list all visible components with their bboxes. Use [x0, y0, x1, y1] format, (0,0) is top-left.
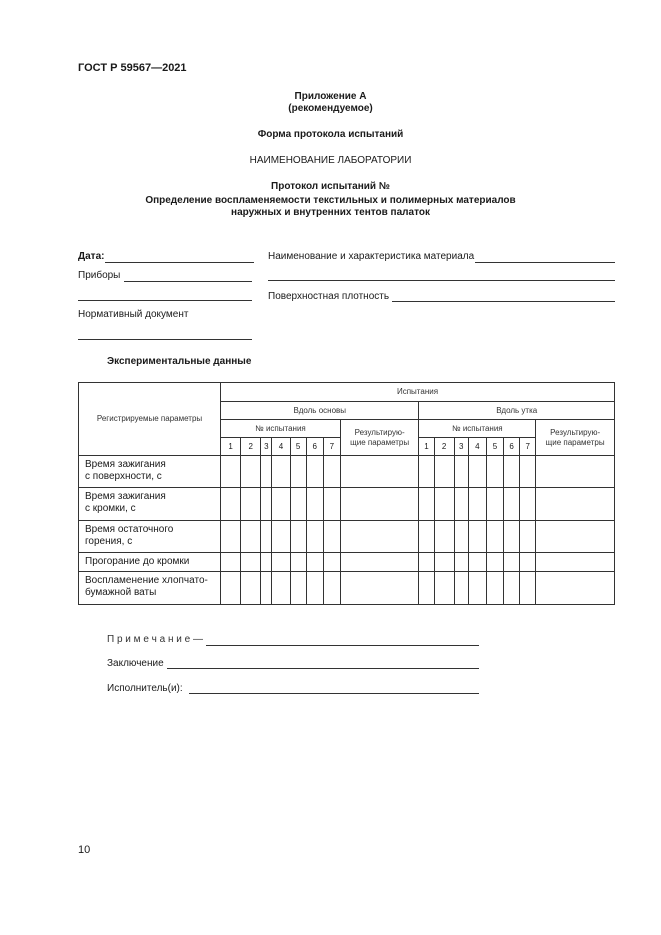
data-cell[interactable]	[323, 488, 340, 521]
table-row	[79, 553, 615, 572]
data-cell[interactable]	[272, 572, 290, 605]
material-field[interactable]	[475, 262, 615, 263]
weft-result-header	[536, 420, 615, 456]
data-cell[interactable]	[434, 456, 454, 488]
note-label: П р и м е ч а н и е —	[107, 634, 203, 645]
data-cell[interactable]	[520, 456, 536, 488]
row-label-line2: бумажной ваты	[85, 587, 157, 598]
warp-test-no-header: № испытания	[221, 420, 341, 438]
data-cell[interactable]	[419, 488, 434, 521]
data-cell[interactable]	[261, 488, 272, 521]
page-number: 10	[78, 844, 91, 856]
warp-header: Вдоль основы	[221, 402, 419, 420]
data-cell[interactable]	[261, 553, 272, 572]
weft-test-number: 1	[419, 438, 434, 456]
result-header-line2: щие параметры	[545, 437, 605, 447]
data-cell[interactable]	[261, 456, 272, 488]
data-cell[interactable]	[340, 456, 419, 488]
conclusion-label: Заключение	[107, 658, 164, 669]
data-cell[interactable]	[419, 572, 434, 605]
material-field-extra[interactable]	[268, 280, 615, 281]
date-field[interactable]	[105, 262, 254, 263]
appendix-title: Приложение А	[294, 91, 367, 102]
appendix-subtitle: (рекомендуемое)	[288, 103, 373, 114]
data-cell[interactable]	[454, 456, 468, 488]
weft-test-number: 7	[520, 438, 536, 456]
data-cell[interactable]	[454, 521, 468, 553]
row-label	[79, 521, 221, 553]
document-code: ГОСТ Р 59567—2021	[78, 62, 187, 74]
data-cell[interactable]	[306, 553, 323, 572]
data-cell[interactable]	[290, 521, 306, 553]
data-cell[interactable]	[468, 488, 486, 521]
result-header-line1: Результирую-	[354, 427, 405, 437]
weft-test-number: 3	[454, 438, 468, 456]
data-cell[interactable]	[261, 521, 272, 553]
data-cell[interactable]	[340, 521, 419, 553]
protocol-description-line1: Определение воспламеняемости текстильных и полимерных материалов	[145, 195, 516, 206]
row-label-line1: Время зажигания	[85, 459, 166, 470]
data-cell[interactable]	[306, 521, 323, 553]
warp-test-number: 5	[290, 438, 306, 456]
data-cell[interactable]	[504, 572, 520, 605]
row-label	[79, 572, 221, 605]
data-cell[interactable]	[306, 456, 323, 488]
data-cell[interactable]	[272, 553, 290, 572]
data-cell[interactable]	[520, 553, 536, 572]
row-label-line1: Время зажигания	[85, 491, 166, 502]
data-cell[interactable]	[340, 553, 419, 572]
warp-test-number: 4	[272, 438, 290, 456]
data-cell[interactable]	[221, 456, 241, 488]
data-cell[interactable]	[536, 456, 615, 488]
normative-label: Нормативный документ	[78, 309, 189, 320]
data-cell[interactable]	[454, 488, 468, 521]
data-cell[interactable]	[323, 456, 340, 488]
data-cell[interactable]	[290, 572, 306, 605]
warp-test-number: 3	[261, 438, 272, 456]
weft-test-number: 6	[504, 438, 520, 456]
data-cell[interactable]	[434, 488, 454, 521]
data-cell[interactable]	[536, 488, 615, 521]
devices-label: Приборы	[78, 270, 121, 281]
data-cell[interactable]	[434, 553, 454, 572]
data-cell[interactable]	[306, 488, 323, 521]
protocol-description-line2: наружных и внутренних тентов палаток	[231, 207, 430, 218]
data-cell[interactable]	[504, 521, 520, 553]
warp-test-number: 6	[306, 438, 323, 456]
data-cell[interactable]	[323, 553, 340, 572]
lab-name: НАИМЕНОВАНИЕ ЛАБОРАТОРИИ	[249, 155, 412, 166]
density-field[interactable]	[392, 301, 615, 302]
experimental-data-title: Экспериментальные данные	[107, 356, 252, 367]
data-cell[interactable]	[536, 572, 615, 605]
data-cell[interactable]	[272, 456, 290, 488]
data-cell[interactable]	[221, 488, 241, 521]
table-row	[79, 521, 615, 553]
data-cell[interactable]	[468, 456, 486, 488]
data-cell[interactable]	[434, 572, 454, 605]
data-cell[interactable]	[520, 521, 536, 553]
weft-test-number: 5	[486, 438, 503, 456]
form-title: Форма протокола испытаний	[257, 129, 404, 140]
test-data-table	[78, 382, 615, 605]
data-cell[interactable]	[419, 456, 434, 488]
data-cell[interactable]	[468, 521, 486, 553]
row-label-line2: с кромки, с	[85, 503, 136, 514]
weft-test-number: 4	[468, 438, 486, 456]
result-header-line2: щие параметры	[350, 437, 410, 447]
data-cell[interactable]	[241, 572, 261, 605]
row-label-line2: горения, с	[85, 536, 133, 547]
data-cell[interactable]	[290, 553, 306, 572]
weft-test-number: 2	[434, 438, 454, 456]
data-cell[interactable]	[486, 521, 503, 553]
data-cell[interactable]	[221, 572, 241, 605]
data-cell[interactable]	[486, 553, 503, 572]
row-label	[79, 553, 221, 572]
data-cell[interactable]	[241, 553, 261, 572]
data-cell[interactable]	[419, 553, 434, 572]
data-cell[interactable]	[454, 572, 468, 605]
data-cell[interactable]	[520, 572, 536, 605]
data-cell[interactable]	[241, 456, 261, 488]
material-label: Наименование и характеристика материала	[268, 251, 475, 262]
data-cell[interactable]	[468, 572, 486, 605]
data-cell[interactable]	[486, 456, 503, 488]
data-cell[interactable]	[520, 488, 536, 521]
note-field[interactable]	[206, 645, 479, 646]
data-cell[interactable]	[504, 553, 520, 572]
density-label: Поверхностная плотность	[268, 291, 390, 302]
data-cell[interactable]	[306, 572, 323, 605]
data-cell[interactable]	[504, 488, 520, 521]
data-cell[interactable]	[272, 488, 290, 521]
weft-test-no-header: № испытания	[419, 420, 536, 438]
row-label-line1: Воспламенение хлопчато-	[85, 575, 208, 586]
table-row	[79, 488, 615, 521]
data-cell[interactable]	[486, 572, 503, 605]
tests-header: Испытания	[221, 383, 615, 402]
data-cell[interactable]	[340, 572, 419, 605]
data-cell[interactable]	[272, 521, 290, 553]
row-label-line1: Время остаточного	[85, 524, 174, 535]
protocol-title: Протокол испытаний №	[271, 181, 390, 192]
data-cell[interactable]	[290, 456, 306, 488]
data-cell[interactable]	[261, 572, 272, 605]
data-cell[interactable]	[241, 521, 261, 553]
data-cell[interactable]	[340, 488, 419, 521]
table-row	[79, 456, 615, 488]
normative-field[interactable]	[78, 339, 252, 340]
warp-test-number: 7	[323, 438, 340, 456]
devices-field-extra[interactable]	[78, 300, 252, 301]
data-cell[interactable]	[468, 553, 486, 572]
warp-result-header	[340, 420, 419, 456]
data-cell[interactable]	[419, 521, 434, 553]
weft-header: Вдоль утка	[419, 402, 615, 420]
data-cell[interactable]	[221, 521, 241, 553]
warp-test-number: 2	[241, 438, 261, 456]
executor-label: Исполнитель(и):	[107, 683, 183, 694]
data-cell[interactable]	[536, 521, 615, 553]
table-row	[79, 572, 615, 605]
devices-field[interactable]	[124, 281, 252, 282]
row-label-line2: с поверхности, с	[85, 471, 162, 482]
data-cell[interactable]	[504, 456, 520, 488]
data-cell[interactable]	[290, 488, 306, 521]
data-cell[interactable]	[323, 572, 340, 605]
result-header-line1: Результирую-	[550, 427, 601, 437]
data-cell[interactable]	[221, 553, 241, 572]
data-cell[interactable]	[241, 488, 261, 521]
row-label-line1: Прогорание до кромки	[85, 556, 190, 567]
row-label	[79, 456, 221, 488]
data-cell[interactable]	[536, 553, 615, 572]
data-cell[interactable]	[486, 488, 503, 521]
data-cell[interactable]	[323, 521, 340, 553]
params-header: Регистрируемые параметры	[79, 383, 221, 456]
conclusion-field[interactable]	[167, 668, 479, 669]
data-cell[interactable]	[454, 553, 468, 572]
data-cell[interactable]	[434, 521, 454, 553]
row-label	[79, 488, 221, 521]
date-label: Дата:	[78, 251, 105, 262]
warp-test-number: 1	[221, 438, 241, 456]
executor-field[interactable]	[189, 693, 479, 694]
